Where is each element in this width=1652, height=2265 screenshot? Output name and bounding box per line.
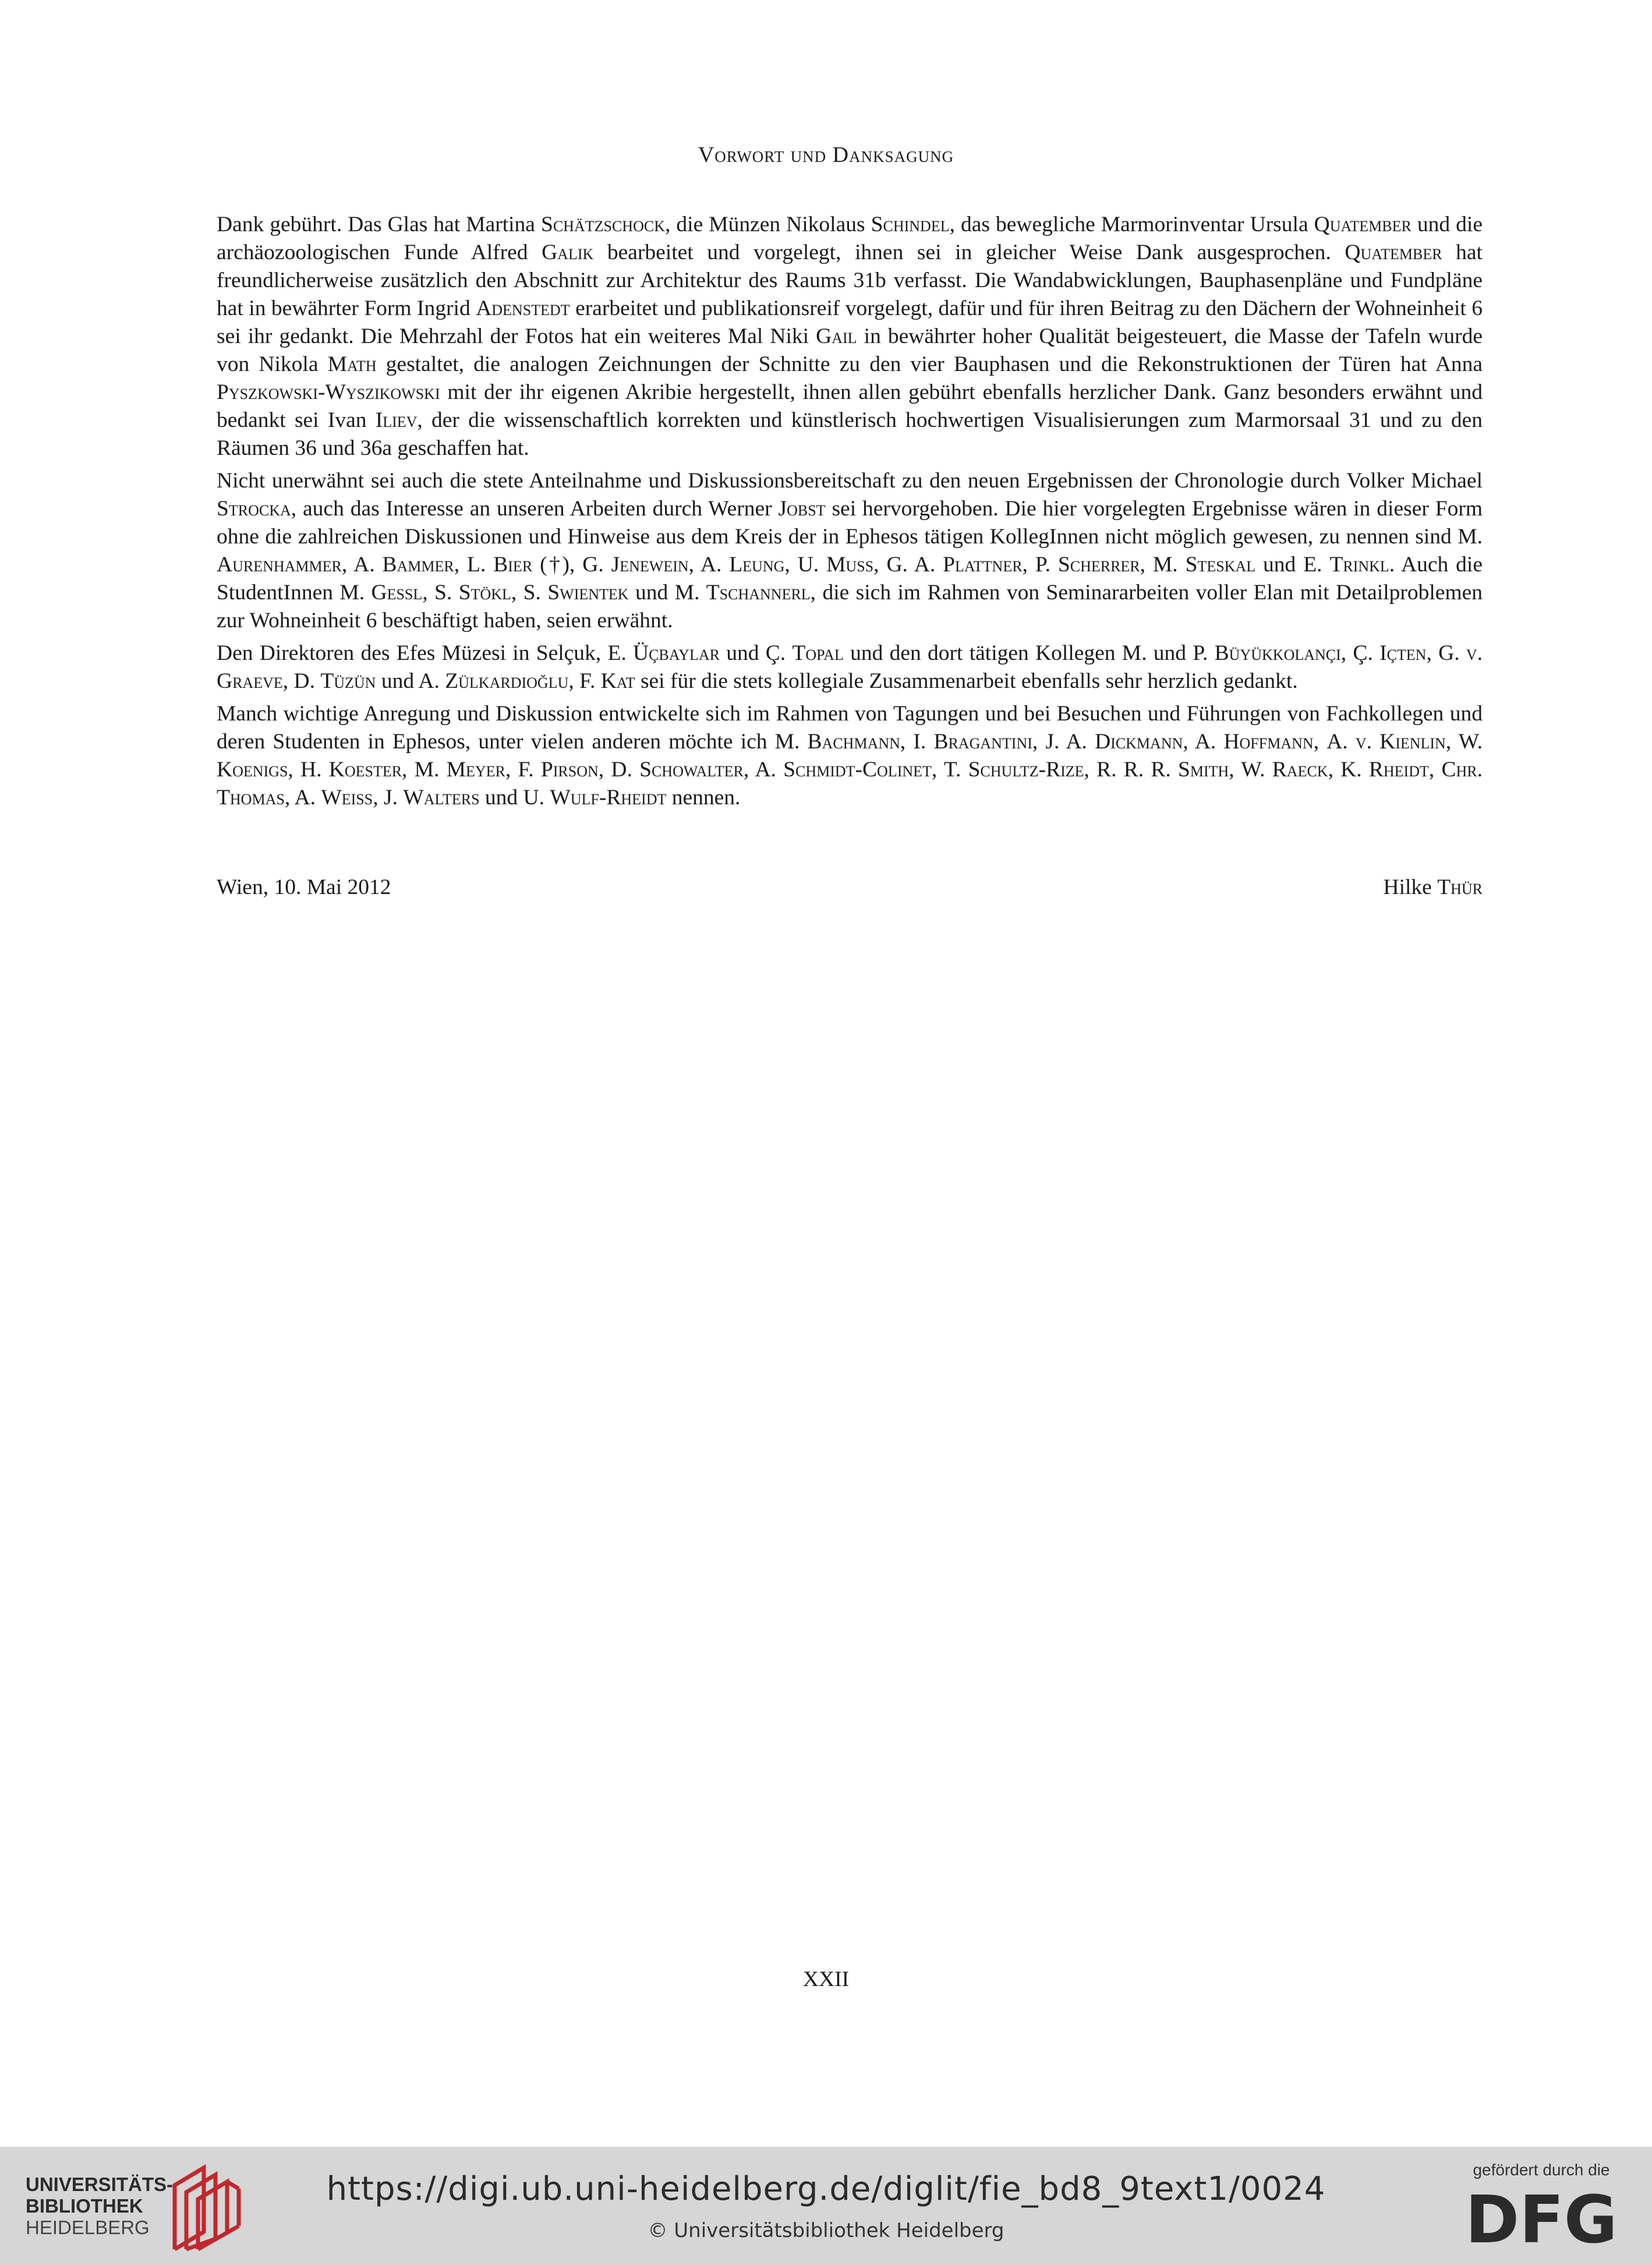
surname: Steskal (1185, 553, 1256, 577)
dfg-logo[interactable] (1460, 2161, 1623, 2254)
surname: Içten (1379, 641, 1427, 665)
paragraph-3: Den Direktoren des Efes Müzesi in Selçuk, E. Üçbaylar und Ç. Topal und den dort tätigen Kollegen M. und P. Büyükkolançi, Ç. Içten, G. v. Graeve, D. Tüzün und A. Zülkardioğlu, F. Kat sei für die stets kollegiale Zusammenarbeit ebenfalls sehr herzlich gedankt. (217, 641, 1483, 693)
surname: Tschannerl (706, 581, 811, 605)
surname: Galik (542, 241, 594, 264)
surname: Walters (403, 786, 480, 810)
surname: Quatember (1314, 213, 1412, 236)
surname: Weiss (321, 786, 373, 810)
dfg-wordmark (1460, 2186, 1623, 2250)
surname: Schultz-Rize (968, 758, 1084, 782)
surname: Bammer (382, 553, 454, 577)
permalink-url[interactable]: https://digi.ub.uni-heidelberg.de/diglit/fie_bd8_9text1/0024 (326, 2170, 1326, 2208)
surname: Leung (729, 553, 785, 577)
running-header: Vorwort und Danksagung (698, 143, 954, 167)
surname: Zülkardioğlu (445, 669, 569, 693)
surname: Strocka (217, 497, 291, 521)
surname: Jobst (778, 497, 826, 521)
surname: Raeck (1272, 758, 1328, 782)
surname: Wulf-Rheidt (550, 786, 667, 810)
surname: Gail (816, 324, 857, 348)
library-name-line-3: HEIDELBERG (26, 2217, 150, 2238)
author-last-name: Thür (1437, 875, 1483, 899)
body-text (217, 211, 1483, 817)
footer-bar (0, 2147, 1652, 2265)
surname: Bachmann (807, 730, 900, 754)
surname: Chr. Thomas (217, 758, 1483, 810)
surname: Muss (826, 553, 874, 577)
surname: Jenewein (611, 553, 689, 577)
surname: Iliev (375, 408, 418, 432)
surname: E. Üçbaylar (607, 641, 720, 665)
surname: Bragantini (933, 730, 1032, 754)
author-first-name: Hilke (1383, 875, 1438, 899)
library-name-line-1: UNIVERSITÄTS- (26, 2174, 174, 2195)
surname: Hoffmann (1223, 730, 1314, 754)
surname: Swientek (547, 581, 629, 605)
surname: Tüzün (320, 669, 376, 693)
surname: Schowalter (639, 758, 744, 782)
surname: Schmidt-Colinet (783, 758, 932, 782)
surname: A. v. Kienlin (1326, 730, 1446, 754)
surname: Koenigs (217, 758, 288, 782)
surname: Schätzschock (540, 213, 665, 236)
place-date: Wien, 10. Mai 2012 (217, 875, 391, 899)
library-name-line-2: BIBLIOTHEK (26, 2195, 143, 2217)
surname: Büyükkolançi (1214, 641, 1341, 665)
surname: Dickmann (1095, 730, 1183, 754)
surname: Rheidt (1368, 758, 1429, 782)
paragraph-4: Manch wichtige Anregung und Diskussion entwickelte sich im Rahmen von Tagungen und bei Besuchen und Führungen von Fachkollegen und deren Studenten in Ephesos, unter vielen anderen möchte ich M. Bachmann, I. Bragantini, J. A. Dickmann, A. Hoffmann, A. v. Kienlin, W. Koenigs, H. Koester, M. Meyer, F. Pirson, D. Schowalter, A. Schmidt-Colinet, T. Schultz-Rize, R. R. R. Smith, W. Raeck, K. Rheidt, Chr. Thomas, A. Weiss, J. Walters und U. Wulf-Rheidt nennen. (217, 702, 1483, 810)
surname: Topal (792, 641, 844, 665)
surname: Bier (493, 553, 533, 577)
surname: Trinkl (1329, 553, 1389, 577)
surname: G. v. Graeve (217, 641, 1483, 693)
author-signature (1383, 874, 1483, 902)
paragraph-1: Dank gebührt. Das Glas hat Martina Schätzschock, die Münzen Nikolaus Schindel, das bewegliche Marmorinventar Ursula Quatember und die archäozoologischen Funde Alfred Galik bearbeitet und vorgelegt, ihnen sei in gleicher Weise Dank ausgesprochen. Quatember hat freundlicherweise zusätzlich den Abschnitt zur Architektur des Raums 31b verfasst. Die Wandabwicklungen, Bauphasenpläne und Fundpläne hat in bewährter Form Ingrid Adenstedt erarbeitet und publikationsreif vorgelegt, dafür und für ihren Beitrag zu den Dächern der Wohneinheit 6 sei ihr gedankt. Die Mehrzahl der Fotos hat ein weiteres Mal Niki Gail in bewährter hoher Qualität beigesteuert, die Masse der Tafeln wurde von Nikola Math gestaltet, die analogen Zeichnungen der Schnitte zu den vier Bauphasen und die Rekonstruktionen der Türen hat Anna Pyszkowski-Wyszikowski mit der ihr eigenen Akribie hergestellt, ihnen allen gebührt ebenfalls herzlicher Dank. Ganz besonders erwähnt und bedankt sei Ivan Iliev, der die wissenschaftlich korrekten und künstlerisch hochwertigen Visualisierungen zum Marmorsaal 31 und zu den Räumen 36 und 36a geschaffen hat. (217, 213, 1483, 460)
surname: Scherrer (1057, 553, 1140, 577)
surname: Pirson (540, 758, 599, 782)
surname: Stökl (458, 581, 511, 605)
surname: Plattner (943, 553, 1023, 577)
surname: Smith (1177, 758, 1229, 782)
dfg-wordmark-text: DFG (1465, 2186, 1618, 2250)
copyright-notice: © Universitätsbibliothek Heidelberg (648, 2219, 1004, 2242)
surname: Meyer (446, 758, 505, 782)
surname: Kat (600, 669, 635, 693)
surname: Pyszkowski-Wyszikowski (217, 380, 440, 404)
surname: Math (327, 352, 377, 376)
surname: Koester (328, 758, 402, 782)
surname: Quatember (1345, 241, 1442, 264)
surname: Schindel (871, 213, 950, 236)
surname: Gessl (371, 581, 423, 605)
surname: Aurenhammer (217, 553, 342, 577)
funder-caption: gefördert durch die (1473, 2161, 1610, 2179)
page-number: XXII (802, 1967, 850, 1991)
surname: Adenstedt (476, 296, 570, 320)
signature-line (217, 874, 1483, 902)
paragraph-2: Nicht unerwähnt sei auch die stete Anteilnahme und Diskussionsbereitschaft zu den neuen Ergebnissen der Chronologie durch Volker Michael Strocka, auch das Interesse an unseren Arbeiten durch Werner Jobst sei hervorgehoben. Die hier vorgelegten Ergebnisse wären in dieser Form ohne die zahlreichen Diskussionen und Hinweise aus dem Kreis der in Ephesos tätigen KollegInnen nicht möglich gewesen, zu nennen sind M. Aurenhammer, A. Bammer, L. Bier (†), G. Jenewein, A. Leung, U. Muss, G. A. Plattner, P. Scherrer, M. Steskal und E. Trinkl. Auch die StudentInnen M. Gessl, S. Stökl, S. Swientek und M. Tschannerl, die sich im Rahmen von Seminararbeiten voller Elan mit Detailproblemen zur Wohneinheit 6 beschäftigt haben, seien erwähnt. (217, 469, 1483, 632)
